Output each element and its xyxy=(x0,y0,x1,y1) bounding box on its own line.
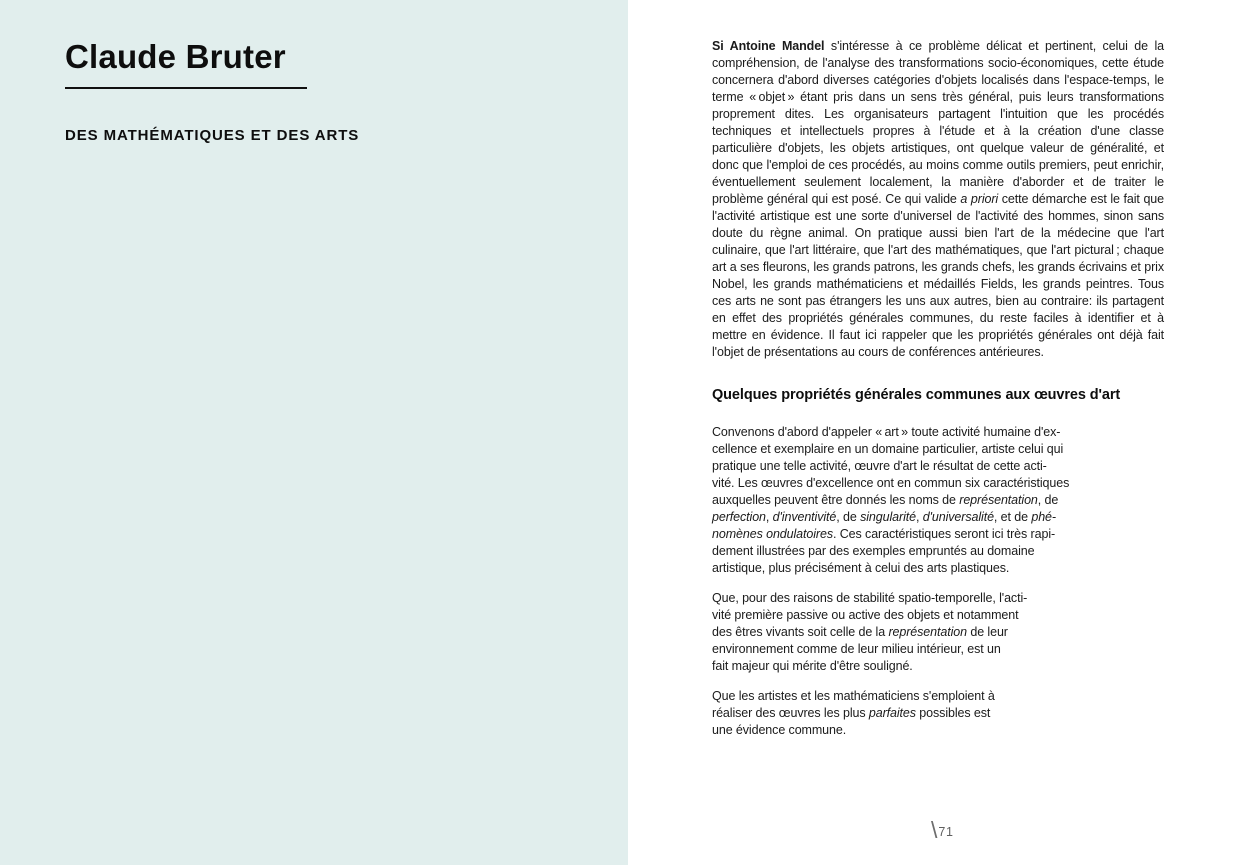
text-run: , de xyxy=(1037,493,1059,507)
text-run: possibles est xyxy=(915,706,991,720)
intro-paragraph xyxy=(712,38,1164,361)
section-heading: Quelques propriétés générales communes aux œuvres d'art xyxy=(712,387,1121,403)
text-run: vité. Les œuvres d'excellence ont en commun six caractéristiques xyxy=(712,476,1070,490)
text-line xyxy=(712,590,1164,607)
text-line xyxy=(712,560,1164,577)
text-line xyxy=(712,424,1164,441)
text-run: des êtres vivants soit celle de la xyxy=(712,625,889,639)
text-line xyxy=(712,722,1164,739)
text-line xyxy=(712,441,1164,458)
text-run: Convenons d'abord d'appeler « art » toute activité humaine d'ex- xyxy=(712,425,1061,439)
text-run: d'universalité xyxy=(922,510,994,524)
text-line xyxy=(712,658,1164,675)
backslash-mark: \ xyxy=(931,817,938,843)
text-run: . Ces caractéristiques seront ici très rapi- xyxy=(833,527,1056,541)
text-run: cette démarche est le fait que l'activité artistique est une sorte d'universel de l'activité des hommes, sinon sans doute du règne animal. On pratique aussi bien l'art de la médecine que l'art culinaire, que l'art littéraire, que l'art des mathématiques, que l'art pictural ; chaque art a ses fleurons, les grands patrons, les grands chefs, les grands écrivains et prix Nobel, les grands mathématiciens et médaillés Fields, les grands peintres. Tous ces arts ne sont pas étrangers les uns aux autres, bien au contraire: ils partagent en effet des propriétés générales communes, du reste faciles à identifier et à mettre en évidence. Il faut ici rappeler que les propriétés générales ont déjà fait l'objet de présentations au cours de conférences antérieures. xyxy=(712,192,1164,359)
text-run: une évidence commune. xyxy=(712,723,847,737)
text-run: cellence et exemplaire en un domaine particulier, artiste celui qui xyxy=(712,442,1064,456)
text-line xyxy=(712,705,1164,722)
text-run: représentation xyxy=(888,625,967,639)
text-run: artistique, plus précisément à celui des arts plastiques. xyxy=(712,561,1010,575)
text-run: phé- xyxy=(1031,510,1056,524)
text-run: perfection xyxy=(712,510,766,524)
chapter-title: DES MATHÉMATIQUES ET DES ARTS xyxy=(65,127,360,144)
text-run: , xyxy=(765,510,773,524)
author-name: Claude Bruter xyxy=(65,38,286,75)
text-run: , de xyxy=(836,510,861,524)
page-footer xyxy=(931,818,954,842)
text-line xyxy=(712,475,1164,492)
text-run: dement illustrées par des exemples empruntés au domaine xyxy=(712,544,1035,558)
text-line xyxy=(712,526,1164,543)
text-run: , xyxy=(916,510,923,524)
text-run: d'inventivité xyxy=(772,510,837,524)
author-underline xyxy=(65,87,307,89)
text-line xyxy=(712,543,1164,560)
text-run: a priori xyxy=(960,192,999,206)
text-line xyxy=(712,641,1164,658)
text-run: s'intéresse à ce problème délicat et pertinent, celui de la compréhension, de l'analyse des transformations socio-économiques, cette étude concernera d'abord diverses catégories d'objets localisés dans l'espace-temps, le terme « objet » étant pris dans un sens très général, puis leurs transformations proprement dites. Les organisateurs partagent l'intuition que les procédés techniques et intellectuels propres à l'étude et à la création d'une classe particulière d'objets, les objets artistiques, ont quelque valeur de généralité, et donc que l'emploi de ces procédés, au moins comme outils premiers, peut enrichir, éventuellement seulement localement, la manière d'aborder et de traiter le problème général qui est posé. Ce qui valide xyxy=(712,39,1164,206)
text-run: , et de xyxy=(993,510,1032,524)
text-column xyxy=(712,38,1164,739)
paragraph xyxy=(712,688,1164,739)
text-run: réaliser des œuvres les plus xyxy=(712,706,869,720)
paragraph xyxy=(712,590,1164,675)
shaped-paragraphs xyxy=(712,424,1164,739)
paragraph xyxy=(712,424,1164,577)
text-line xyxy=(712,607,1164,624)
text-run: singularité xyxy=(860,510,916,524)
right-page-panel xyxy=(628,0,1254,865)
text-line xyxy=(712,688,1164,705)
text-run: Que les artistes et les mathématiciens s'emploient à xyxy=(712,689,995,703)
text-run: représentation xyxy=(959,493,1038,507)
text-run: Que, pour des raisons de stabilité spatio-temporelle, l'acti- xyxy=(712,591,1028,605)
text-line xyxy=(712,492,1164,509)
text-line xyxy=(712,509,1164,526)
text-run: fait majeur qui mérite d'être souligné. xyxy=(712,659,913,673)
text-line xyxy=(712,458,1164,475)
text-run: pratique une telle activité, œuvre d'art le résultat de cette acti- xyxy=(712,459,1047,473)
text-run: environnement comme de leur milieu intérieur, est un xyxy=(712,642,1001,656)
text-run: nomènes ondulatoires xyxy=(712,527,833,541)
text-run: de leur xyxy=(966,625,1008,639)
text-line xyxy=(712,624,1164,641)
text-run: auxquelles peuvent être donnés les noms de xyxy=(712,493,960,507)
text-run: Si Antoine Mandel xyxy=(712,39,825,53)
text-run: parfaites xyxy=(868,706,916,720)
page-number: 71 xyxy=(938,825,954,839)
text-run: vité première passive ou active des objets et notamment xyxy=(712,608,1019,622)
